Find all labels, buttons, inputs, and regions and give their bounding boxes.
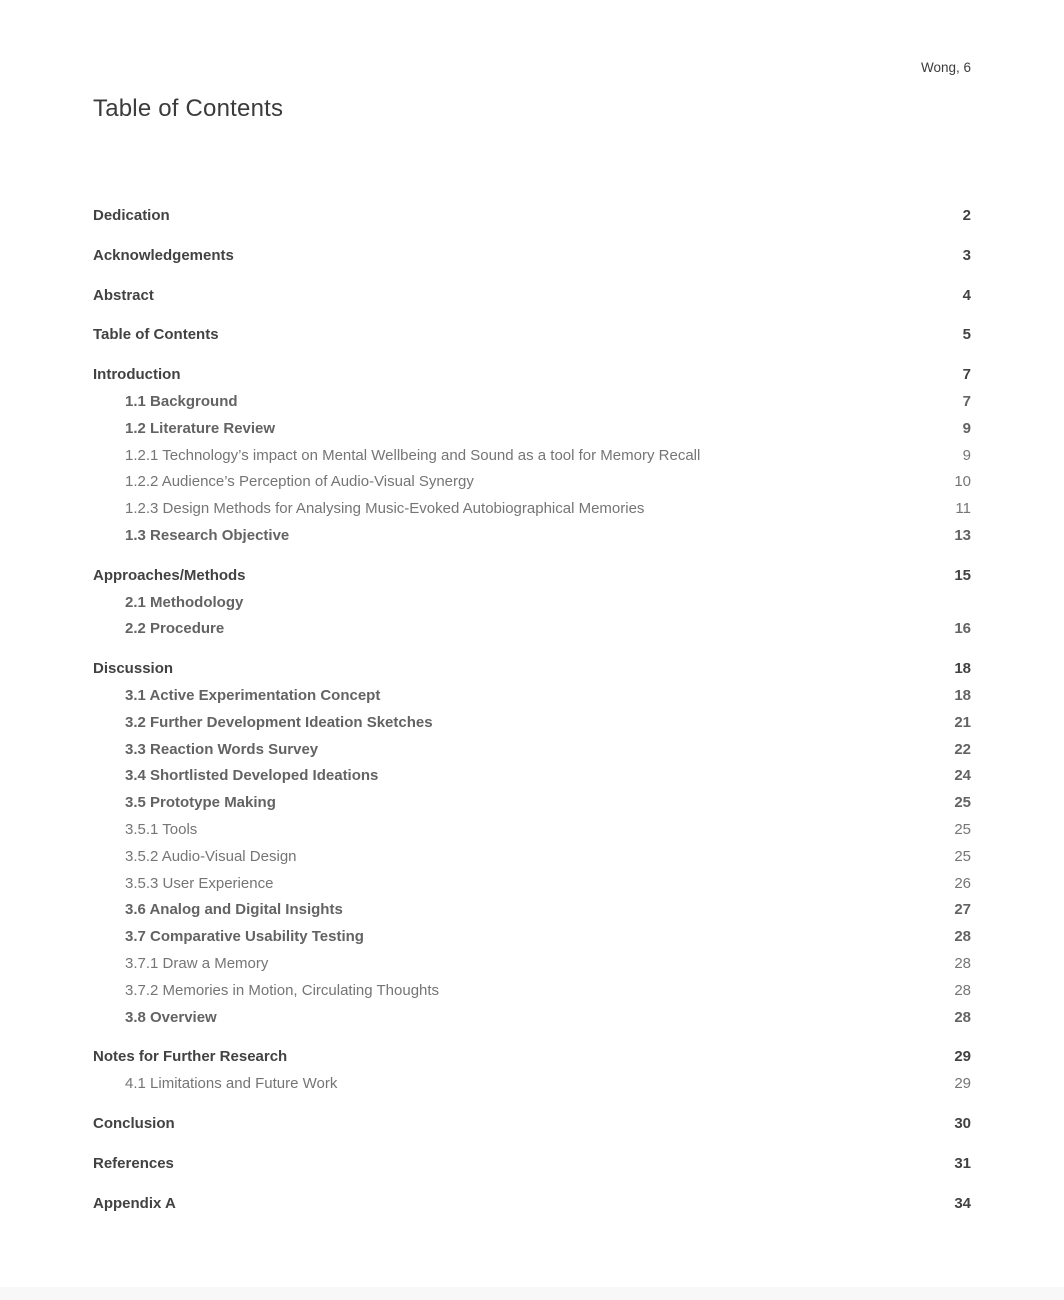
toc-entry-label: 1.3 Research Objective bbox=[125, 526, 290, 544]
toc-entry[interactable] bbox=[93, 817, 971, 844]
toc-entry-page: 5 bbox=[962, 326, 971, 344]
toc-entry[interactable] bbox=[93, 563, 971, 590]
toc-entry-label: 3.8 Overview bbox=[125, 1008, 217, 1026]
toc-entry-label: 3.6 Analog and Digital Insights bbox=[125, 901, 343, 919]
toc-entry-label: 4.1 Limitations and Future Work bbox=[125, 1075, 338, 1093]
toc-entry[interactable] bbox=[93, 737, 971, 764]
toc-entry-page: 28 bbox=[954, 928, 971, 946]
toc-entry-page: 31 bbox=[954, 1154, 971, 1172]
toc-entry[interactable] bbox=[93, 1005, 971, 1032]
toc-entry-page: 26 bbox=[954, 874, 971, 892]
toc-entry-label: Appendix A bbox=[93, 1194, 176, 1212]
toc-entry[interactable] bbox=[93, 978, 971, 1005]
toc-entry-label: References bbox=[93, 1154, 174, 1172]
toc-entry-page: 29 bbox=[954, 1048, 971, 1066]
toc-entry[interactable] bbox=[93, 443, 971, 470]
toc-entry-page: 11 bbox=[955, 500, 971, 518]
toc-entry-label: 3.5.1 Tools bbox=[125, 820, 198, 838]
toc-entry[interactable] bbox=[93, 897, 971, 924]
toc-entry[interactable] bbox=[93, 1191, 971, 1218]
toc-entry-page: 7 bbox=[962, 366, 971, 384]
toc-entry[interactable] bbox=[93, 590, 971, 617]
toc-entry-label: Conclusion bbox=[93, 1114, 175, 1132]
toc-entry-label: Abstract bbox=[93, 286, 154, 304]
toc-entry-page: 28 bbox=[954, 1008, 971, 1026]
page-title: Table of Contents bbox=[93, 95, 284, 122]
toc-entry-page: 22 bbox=[954, 740, 971, 758]
toc-entry[interactable] bbox=[93, 790, 971, 817]
toc-entry-page: 28 bbox=[954, 954, 971, 972]
toc-entry-page: 18 bbox=[954, 686, 971, 704]
toc-entry[interactable] bbox=[93, 951, 971, 978]
toc-entry-page: 21 bbox=[954, 713, 971, 731]
toc-entry-page: 2 bbox=[962, 207, 971, 224]
toc-entry[interactable] bbox=[93, 710, 971, 737]
toc-entry-label: 3.7.1 Draw a Memory bbox=[125, 954, 269, 972]
toc-entry[interactable] bbox=[93, 1151, 971, 1178]
toc-entry-label: 3.2 Further Development Ideation Sketches bbox=[125, 713, 433, 731]
toc-entry[interactable] bbox=[93, 616, 971, 643]
toc-entry[interactable] bbox=[93, 523, 971, 550]
toc-entry[interactable] bbox=[93, 924, 971, 951]
toc-entry[interactable] bbox=[93, 763, 971, 790]
toc-entry-label: 2.2 Procedure bbox=[125, 620, 225, 638]
toc-entry-label: 3.7.2 Memories in Motion, Circulating Thoughts bbox=[125, 981, 440, 999]
toc-entry-label: 3.1 Active Experimentation Concept bbox=[125, 686, 381, 704]
table-of-contents bbox=[93, 203, 971, 1217]
toc-entry[interactable] bbox=[93, 656, 971, 683]
toc-entry-label: 3.5.3 User Experience bbox=[125, 874, 274, 892]
toc-entry[interactable] bbox=[93, 389, 971, 416]
toc-entry[interactable] bbox=[93, 283, 971, 310]
toc-entry-label: 1.1 Background bbox=[125, 392, 238, 410]
toc-entry[interactable] bbox=[93, 322, 971, 349]
toc-entry[interactable] bbox=[93, 416, 971, 443]
toc-entry-label: 1.2.2 Audience’s Perception of Audio-Visual Synergy bbox=[125, 473, 474, 491]
toc-entry-label: Introduction bbox=[93, 366, 181, 384]
toc-entry-page: 25 bbox=[954, 847, 971, 865]
toc-entry-page: 9 bbox=[962, 419, 971, 437]
toc-entry[interactable] bbox=[93, 1071, 971, 1098]
toc-entry[interactable] bbox=[93, 844, 971, 871]
toc-entry-page: 13 bbox=[954, 526, 971, 544]
toc-entry-page: 25 bbox=[954, 794, 971, 812]
toc-entry-label: 3.5 Prototype Making bbox=[125, 794, 276, 812]
toc-entry-label: Notes for Further Research bbox=[93, 1048, 288, 1066]
toc-entry[interactable] bbox=[93, 683, 971, 710]
toc-entry-page: 3 bbox=[962, 246, 971, 264]
toc-entry-label: Approaches/Methods bbox=[93, 566, 246, 584]
toc-entry-page: 28 bbox=[954, 981, 971, 999]
toc-entry-page: 7 bbox=[962, 392, 971, 410]
toc-entry-page: 9 bbox=[962, 446, 971, 464]
toc-entry-label: 3.3 Reaction Words Survey bbox=[125, 740, 319, 758]
toc-entry-page: 25 bbox=[954, 820, 971, 838]
toc-entry-label: 3.4 Shortlisted Developed Ideations bbox=[125, 767, 379, 785]
running-header-author-page: Wong, 6 bbox=[920, 60, 971, 75]
page-bottom-edge bbox=[0, 1287, 1064, 1300]
toc-entry[interactable] bbox=[93, 469, 971, 496]
toc-entry[interactable] bbox=[93, 203, 971, 230]
toc-entry-page: 24 bbox=[954, 767, 971, 785]
toc-entry-page: 4 bbox=[962, 286, 971, 304]
toc-entry-label: Acknowledgements bbox=[93, 246, 234, 264]
toc-entry-label: 3.5.2 Audio-Visual Design bbox=[125, 847, 297, 865]
toc-entry[interactable] bbox=[93, 1044, 971, 1071]
toc-entry-label: Dedication bbox=[93, 207, 170, 224]
toc-entry-page: 30 bbox=[954, 1114, 971, 1132]
toc-entry[interactable] bbox=[93, 243, 971, 270]
toc-entry-page: 16 bbox=[954, 620, 971, 638]
toc-entry-label: 1.2.3 Design Methods for Analysing Music-Evoked Autobiographical Memories bbox=[125, 500, 645, 518]
toc-entry-label: Table of Contents bbox=[93, 326, 219, 344]
toc-entry[interactable] bbox=[93, 1111, 971, 1138]
toc-entry-page: 34 bbox=[954, 1194, 971, 1212]
toc-entry[interactable] bbox=[93, 496, 971, 523]
toc-entry-page: 27 bbox=[954, 901, 971, 919]
toc-entry-page: 15 bbox=[954, 566, 971, 584]
toc-entry-page: 18 bbox=[954, 660, 971, 678]
toc-entry-label: 1.2 Literature Review bbox=[125, 419, 276, 437]
toc-entry-label: 2.1 Methodology bbox=[125, 593, 244, 611]
toc-entry-label: 3.7 Comparative Usability Testing bbox=[125, 928, 364, 946]
toc-entry-label: Discussion bbox=[93, 660, 174, 678]
toc-entry-page: 29 bbox=[954, 1075, 971, 1093]
toc-entry-label: 1.2.1 Technology’s impact on Mental Wellbeing and Sound as a tool for Memory Recall bbox=[125, 446, 701, 464]
toc-entry-page: 10 bbox=[954, 473, 971, 491]
toc-entry[interactable] bbox=[93, 871, 971, 898]
toc-entry[interactable] bbox=[93, 362, 971, 389]
